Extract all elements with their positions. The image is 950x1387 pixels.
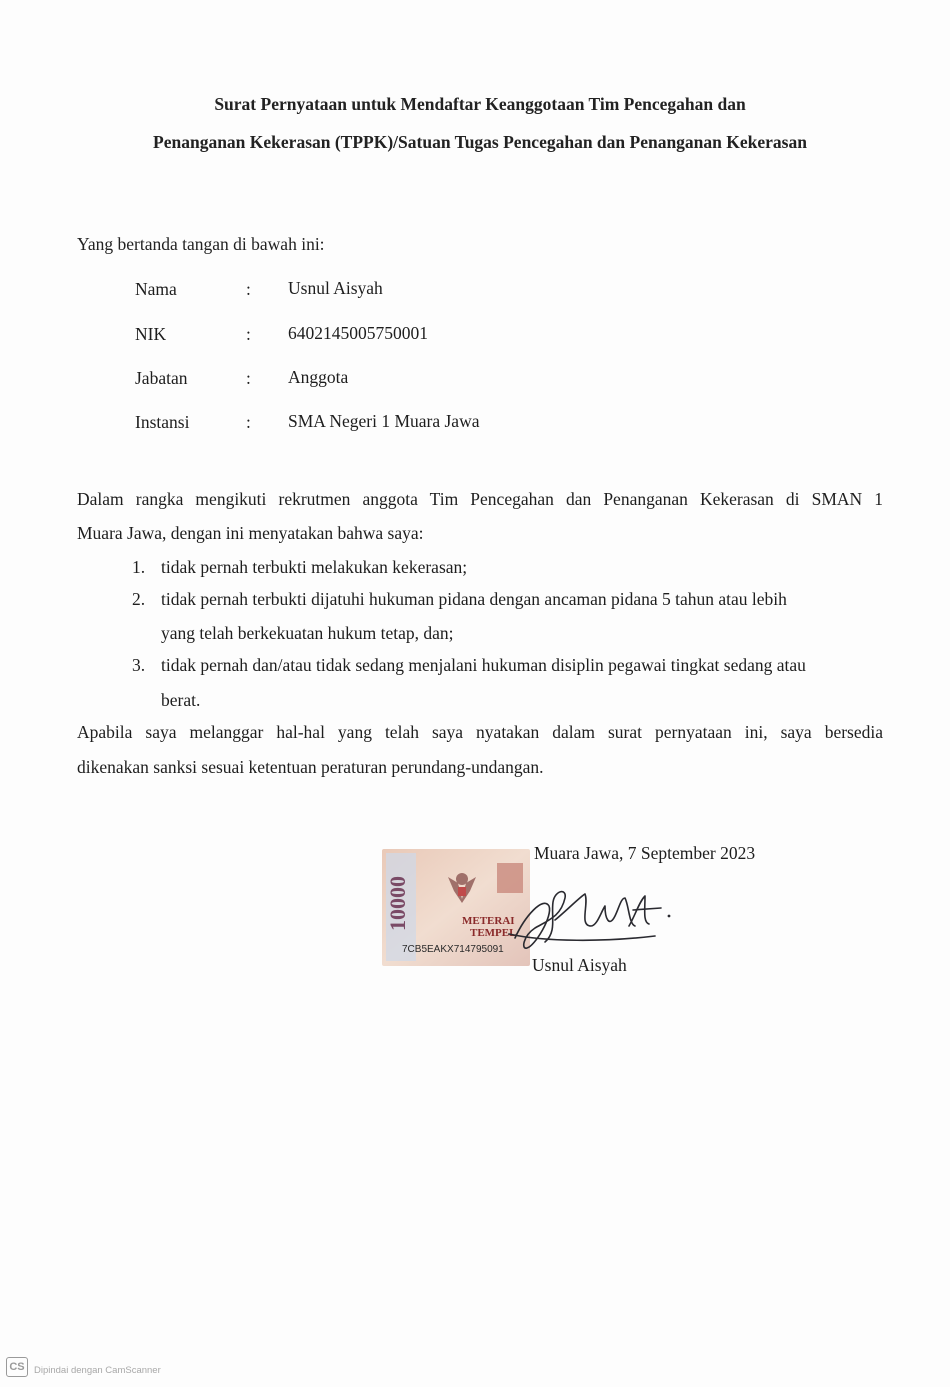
list-item-2-text-cont: yang telah berkekuatan hukum tetap, dan; [161,623,454,643]
handwritten-signature [505,876,675,956]
colon-instansi: : [246,412,251,432]
colon-nik: : [246,324,251,344]
scanner-watermark: Dipindai dengan CamScanner [34,1365,161,1376]
closing-line-2: dikenakan sanksi sesuai ketentuan peraturan perundang-undangan. [77,757,544,777]
label-instansi: Instansi [135,412,190,432]
list-item-2-number: 2. [132,589,146,609]
closing-line-1: Apabila saya melanggar hal-hal yang telah saya nyatakan dalam surat pernyataan ini, saya bersedia [77,722,883,742]
signer-name: Usnul Aisyah [532,955,627,975]
colon-nama: : [246,279,251,299]
list-item-2-text: tidak pernah terbukti dijatuhi hukuman pidana dengan ancaman pidana 5 tahun atau lebih [161,589,787,609]
list-item-3-number: 3. [132,655,146,675]
list-item-1-text: tidak pernah terbukti melakukan kekerasan; [161,557,468,577]
title-line-2: Penanganan Kekerasan (TPPK)/Satuan Tugas Pencegahan dan Penanganan Kekerasan [153,132,807,152]
statement-line-1: Dalam rangka mengikuti rekrutmen anggota Tim Pencegahan dan Penanganan Kekerasan di SMAN 1 [77,489,883,509]
label-nik: NIK [135,324,167,344]
list-item-3-text: tidak pernah dan/atau tidak sedang menjalani hukuman disiplin pegawai tingkat sedang atau [161,655,806,675]
intro-text: Yang bertanda tangan di bawah ini: [77,234,325,254]
label-jabatan: Jabatan [135,368,188,388]
colon-jabatan: : [246,368,251,388]
value-nik: 6402145005750001 [288,323,428,343]
stamp-label-1: METERAI [462,915,515,927]
title-line-1: Surat Pernyataan untuk Mendaftar Keanggotaan Tim Pencegahan dan [214,94,746,114]
stamp-value: 10000 [385,876,410,931]
place-date: Muara Jawa, 7 September 2023 [534,843,756,863]
stamp-serial: 7CB5EAKX714795091 [402,944,504,955]
stamp-label-2: TEMPEL [470,927,517,939]
camscanner-logo-icon: CS [6,1357,28,1377]
list-item-3-text-cont: berat. [161,690,201,710]
list-item-1-number: 1. [132,557,146,577]
statement-line-2: Muara Jawa, dengan ini menyatakan bahwa saya: [77,523,424,543]
value-instansi: SMA Negeri 1 Muara Jawa [288,411,480,431]
label-nama: Nama [135,279,177,299]
value-jabatan: Anggota [288,367,349,387]
value-nama: Usnul Aisyah [288,278,383,298]
